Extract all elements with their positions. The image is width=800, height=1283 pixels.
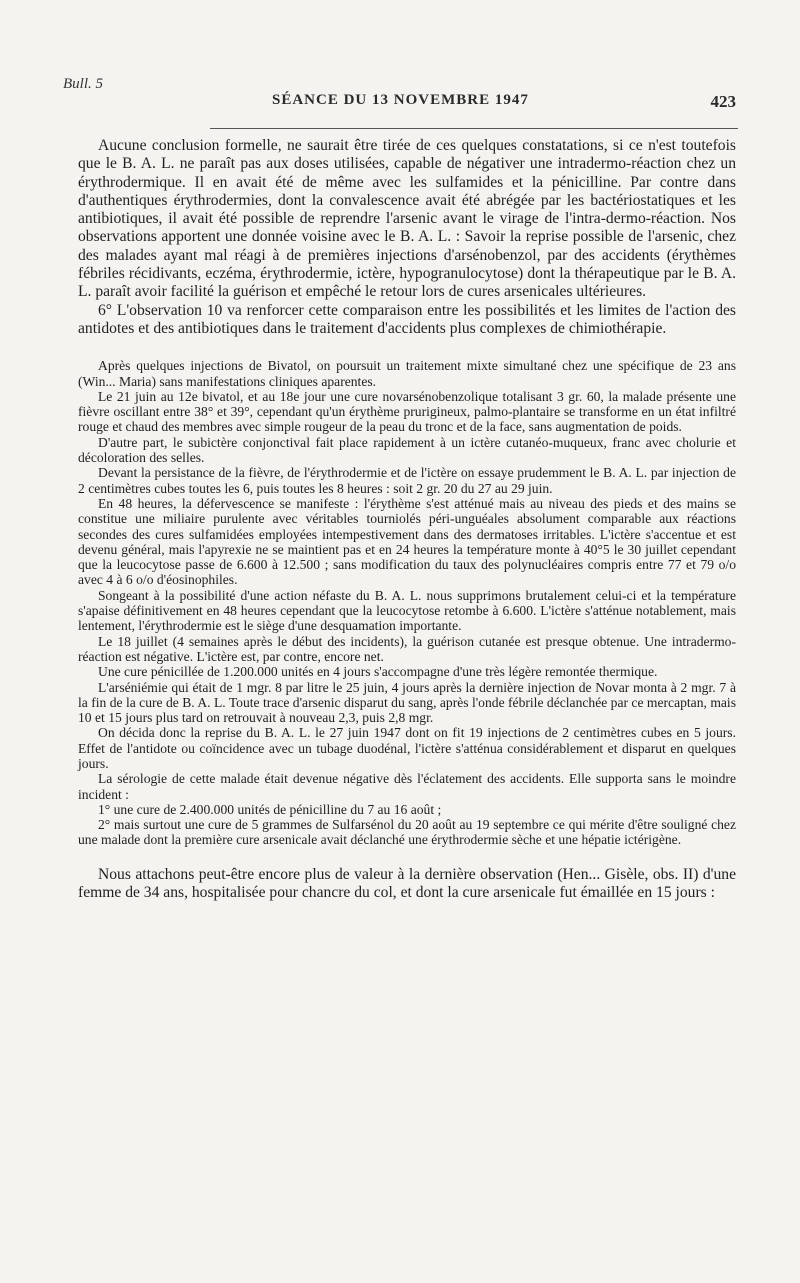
observation-paragraph: 1° une cure de 2.400.000 unités de pénicilline du 7 au 16 août ; (98, 801, 442, 817)
observation-paragraph: Devant la persistance de la fièvre, de l'érythrodermie et de l'ictère on essaye prudemment le B. A. L. par injection de 2 centimètres cubes toutes les 6, puis toutes les 8 heures : soit 2 gr. 20 du 27 au 29 juin. (78, 465, 736, 496)
observation-paragraph: Après quelques injections de Bivatol, on poursuit un traitement mixte simultané chez une spécifique de 23 ans (Win... Maria) sans manifestations cliniques aparentes. (78, 358, 736, 389)
closing-paragraph: Nous attachons peut-être encore plus de valeur à la dernière observation (Hen... Gisèle, obs. II) d'une femme de 34 ans, hospitalisée pour chancre du col, et dont la cure arsenicale fut émaillée en 15 jours : (78, 865, 736, 902)
observation-paragraph: Le 18 juillet (4 semaines après le début des incidents), la guérison cutanée est presque obtenue. Une intradermo-réaction est négative. L'ictère est, par contre, encore net. (78, 633, 736, 664)
page-header (0, 92, 800, 116)
observation-paragraph: 2° mais surtout une cure de 5 grammes de Sulfarsénol du 20 août au 19 septembre ce qui mérite d'être souligné chez une malade dont la première cure arsenicale avait déclanché une érythrodermie sèche et une hépatie ictérigène. (78, 817, 736, 848)
observation-paragraph: Le 21 juin au 12e bivatol, et au 18e jour une cure novarsénobenzolique totalisant 3 gr. 60, la malade présente une fièvre oscillant entre 38° et 39°, cependant qu'un érythème prurigineux, palmo-plantaire se transforme en un état infiltré rouge et chaud des membres avec simple rougeur de la peau du tronc et de la face, sans augmentation de poids. (78, 388, 736, 435)
observation-paragraph: En 48 heures, la défervescence se manifeste : l'érythème s'est atténué mais au niveau des pieds et des mains se constitue une miliaire purulente avec véritables tourniolés péri-unguéales absolument comparable aux réactions secondes des cures sulfamidées employées intempestivement dans des dermatoses irritables. L'ictère s'accentue et est devenu général, mais l'apyrexie ne se maintient pas et en 24 heures la température monte à 40°5 le 30 juillet cependant que la leucocytose passe de 6.600 à 12.500 ; sans modification du taux des polynucléaires compris entre 77 et 79 o/o avec 4 à 6 o/o d'éosinophiles. (78, 495, 736, 588)
observation-paragraph: On décida donc la reprise du B. A. L. le 27 juin 1947 dont on fit 19 injections de 2 centimètres cubes en 5 jours. Effet de l'antidote ou coïncidence avec un tubage duodénal, l'ictère s'atténua considérablement et disparut en quelques jours. (78, 725, 736, 771)
observation-paragraph: La sérologie de cette malade était devenue négative dès l'éclatement des accidents. Elle supporta sans le moindre incident : (78, 771, 736, 802)
body-text (78, 137, 736, 902)
observation-paragraph: Songeant à la possibilité d'une action néfaste du B. A. L. nous supprimons brutalement celui-ci et la température s'apaise définitivement en 48 heures cependant que la leucocytose retombe à 6.600. L'ictère s'atténue notablement, mais lentement, l'érythrodermie est le siège d'une desquamation importante. (78, 587, 736, 634)
observation-block (78, 358, 736, 848)
running-title: SÉANCE DU 13 NOVEMBRE 1947 (272, 92, 529, 108)
closing-block (78, 866, 736, 903)
observation-paragraph: Une cure pénicillée de 1.200.000 unités en 4 jours s'accompagne d'une très légère remontée thermique. (98, 664, 658, 680)
intro-paragraph: Aucune conclusion formelle, ne saurait être tirée de ces quelques constatations, si ce n'est toutefois que le B. A. L. ne paraît pas aux doses utilisées, capable de négativer une intradermo-réaction chez un érythrodermique. Il en avait été de même avec les sulfamides et la pénicilline. Par contre dans d'authentiques érythrodermies, dont la convalescence avait été abrégée par les bactériostatiques et les antibiotiques, il avait été possible de reprendre l'arsenic avant le virage de l'intra-dermo-réaction. Nos observations apportent une donnée voisine avec le B. A. L. : Savoir la reprise possible de l'arsenic, chez des malades ayant mal réagi à de premières injections d'arsénobenzol, par des accidents (érythèmes fébriles récidivants, eczéma, érythrodermie, ictère, hypogranulocytose) dont la thérapeutique par le B. A. L. paraît avoir facilité la guérison et empêché le retour lors de cures arsenicales ultérieures. (78, 137, 736, 301)
page-number: 423 (710, 92, 736, 111)
header-rule (210, 128, 738, 129)
journal-reference: Bull. 5 (63, 76, 103, 92)
observation-paragraph: L'arséniémie qui était de 1 mgr. 8 par litre le 25 juin, 4 jours après la dernière injection de Novar monta à 2 mgr. 7 à la fin de la cure de B. A. L. Toute trace d'arsenic disparut du sang, après l'onde fébrile déclanchée par ce mercaptan, mais 10 et 15 jours plus tard on retrouvait à nouveau 2,3, puis 2,8 mgr. (78, 679, 736, 726)
observation-paragraph: D'autre part, le subictère conjonctival fait place rapidement à un ictère cutanéo-muqueux, franc avec cholurie et décoloration des selles. (78, 434, 736, 466)
intro-paragraph: 6° L'observation 10 va renforcer cette comparaison entre les possibilités et les limites de l'action des antidotes et des antibiotiques dans le traitement d'accidents plus complexes de chimiothérapie. (78, 301, 736, 337)
